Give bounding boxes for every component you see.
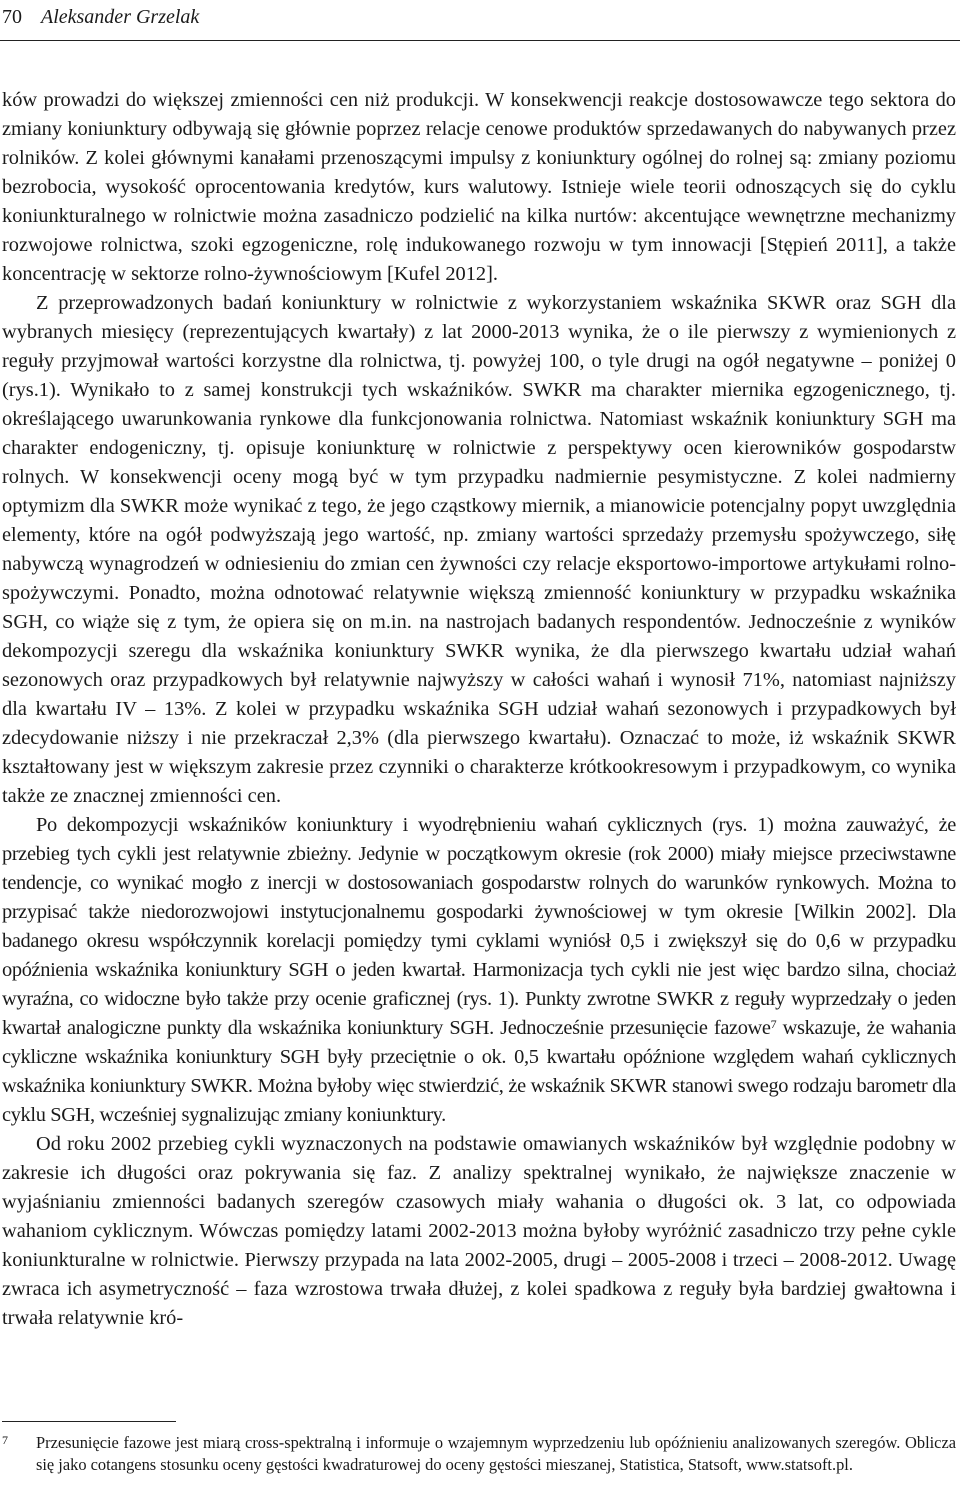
running-head-author: Aleksander Grzelak [41,6,200,28]
paragraph-3-text-b: wskazuje, że wahania cykliczne wskaźnika koniunktury SGH były przeciętnie o ok. 0,5 kwartału opóźnione względem wahań cyklicznych wskaźnika koniunktury SWKR. Można byłoby więc stwierdzić, że wskaźnik SKWR stanowi swego rodzaju barometr dla cyklu SGH, wcześniej sygnalizując zmiany koniunktury. [2,1017,956,1126]
header-rule [0,40,960,41]
paragraph-4: Od roku 2002 przebieg cykli wyznaczonych na podstawie omawianych wskaźników był względnie podobny w zakresie ich długości oraz pokrywania się faz. Z analizy spektralnej wynikało, że największe znaczenie w wyjaśnianiu zmienności badanych szeregów czasowych miały wahania o długości ok. 3 lat, co odpowiada wahaniom cyklicznym. Wówczas pomiędzy latami 2002-2013 można byłoby wyróżnić zasadniczo trzy pełne cykle koniunkturalne w rolnictwie. Pierwszy przypada na lata 2002-2005, drugi – 2005-2008 i trzeci – 2008-2012. Uwagę zwraca ich asymetryczność – faza wzrostowa trwała dłużej, z kolei spadkowa z reguły była bardziej gwałtowna i trwała relatywnie kró- [2,1133,956,1329]
paragraph-3-text-a: Po dekompozycji wskaźników koniunktury i wyodrębnieniu wahań cyklicznych (rys. 1) można zauważyć, że przebieg tych cykli jest relatywnie zbieżny. Jedynie w początkowym okresie (rok 2000) miały miejsce przeciwstawne tendencje, co wynikać mogło z inercji w dostosowaniach gospodarstw rolnych do warunków rynkowych. Można to przypisać także niedorozwojowi instytucjonalnemu gospodarki żywnościowej w tym okresie [Wilkin 2002]. Dla badanego okresu współczynnik korelacji pomiędzy tymi cyklami wyniósł 0,5 i zwiększył się do 0,6 w przypadku opóźnienia wskaźnika koniunktury SGH o jeden kwartał. Harmonizacja tych cykli nie jest więc bardzo silna, chociaż wyraźna, co widoczne było także przy ocenie graficznej (rys. 1). Punkty zwrotne SWKR z reguły wyprzedzały o jeden kwartał analogiczne punkty dla wskaźnika koniunktury SGH. Jednocześnie przesunięcie fazowe [2,814,956,1039]
footnote-reference: 7 [770,1017,777,1031]
footnote-rule [2,1421,176,1422]
paragraph-3 [2,811,956,1130]
paragraph-1: ków prowadzi do większej zmienności cen niż produkcji. W konsekwencji reakcje dostosowawcze tego sektora do zmiany koniunktury odbywają się głównie poprzez relacje cenowe produktów sprzedawanych do nabywanych przez rolników. Z kolei głównymi kanałami przenoszącymi impulsy z koniunktury ogólnej do rolnej są: zmiany poziomu bezrobocia, wysokość oprocentowania kredytów, kurs walutowy. Istnieje wiele teorii odnoszących się do cyklu koniunkturalnego w rolnictwie można zasadniczo podzielić na kilka nurtów: akcentujące wewnętrzne mechanizmy rozwojowe rolnictwa, szoki egzogeniczne, rolę indukowanego rozwoju w tym innowacji [Stępień 2011], a także koncentrację w sektorze rolno-żywnościowym [Kufel 2012]. [2,89,956,285]
paragraph-2: Z przeprowadzonych badań koniunktury w rolnictwie z wykorzystaniem wskaźnika SKWR oraz SGH dla wybranych miesięcy (reprezentujących kwartały) z lat 2000-2013 wynika, że o ile pierwszy z wymienionych z reguły przyjmował wartości korzystne dla rolnictwa, tj. powyżej 100, o tyle drugi na ogół negatywne – poniżej 0 (rys.1). Wynikało to z samej konstrukcji tych wskaźników. SWKR ma charakter miernika egzogenicznego, tj. określającego uwarunkowania rynkowe dla funkcjonowania rolnictwa. Natomiast wskaźnik koniunktury SGH ma charakter endogeniczny, tj. opisuje koniunkturę w rolnictwie z perspektywy ocen kierowników gospodarstw rolnych. W konsekwencji oceny mogą być w tym przypadku nadmiernie pesymistyczne. Z kolei nadmierny optymizm dla SWKR może wynikać z tego, że jego cząstkowy miernik, a mianowicie potencjalny popyt uwzględnia elementy, które na ogół podwyższają jego wartość, np. zmiany wartości sprzedaży przemysłu spożywczego, siłę nabywczą wynagrodzeń w odniesieniu do zmian cen żywności czy relacje eksportowo-importowe artykułami rolno-spożywczymi. Ponadto, można odnotować relatywnie większą zmienność koniunktury w przypadku wskaźnika SGH, co wiąże się z tym, że opiera się on m.in. na nastrojach badanych respondentów. Jednocześnie z wyników dekompozycji szeregu dla wskaźnika koniunktury SWKR wynika, że dla pierwszego kwartału udział wahań sezonowych oraz przypadkowych był relatywnie najwyższy w całości wahań i wynosił 71%, natomiast najniższy dla kwartału IV – 13%. Z kolei w przypadku wskaźnika SGH udział wahań sezonowych i przypadkowych był zdecydowanie niższy i nie przekraczał 2,3% (dla pierwszego kwartału). Oznaczać to może, iż wskaźnik SKWR kształtowany jest w większym zakresie przez czynniki o charakterze krótkookresowym i przypadkowym, co wynika także ze znacznej zmienności cen. [2,292,956,807]
body-text [2,86,956,1333]
footnote-number: 7 [2,1433,8,1447]
running-header [2,2,199,32]
page-number: 70 [2,6,22,28]
footnote-text: Przesunięcie fazowe jest miarą cross-spektralną i informuje o wzajemnym wyprzedzeniu lub opóźnieniu analizowanych szeregów. Oblicza się jako cotangens stosunku oceny gęstości kwadraturowej do oceny gęstości mieszanej, Statistica, Statsoft, www.statsoft.pl. [36,1433,956,1474]
footnote [2,1432,956,1476]
